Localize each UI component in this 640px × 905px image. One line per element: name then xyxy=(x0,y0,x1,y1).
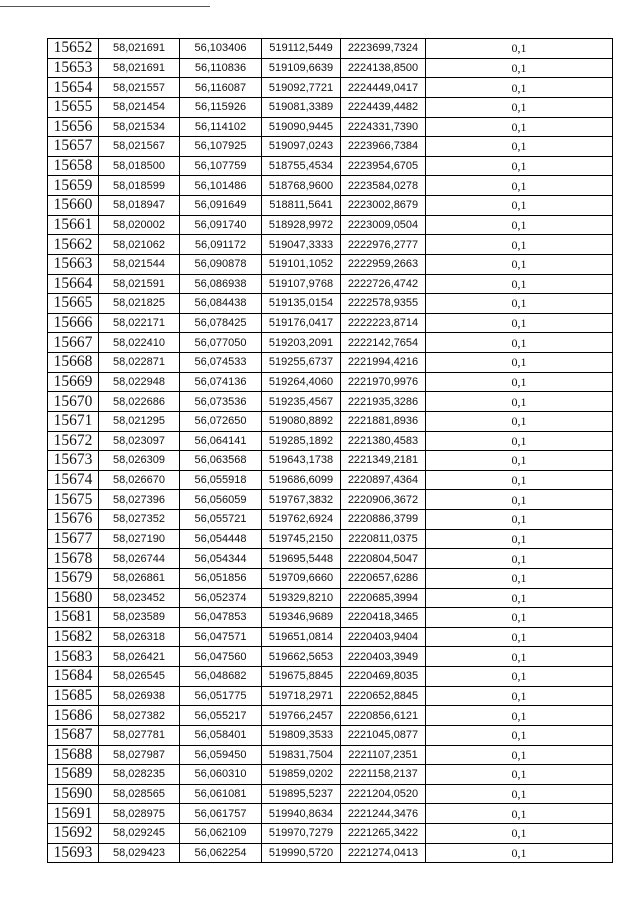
point-number-cell: 15660 xyxy=(48,196,99,216)
point-number-cell: 15680 xyxy=(48,588,99,608)
latitude-cell: 58,027987 xyxy=(99,745,180,765)
x-coordinate-cell: 519047,3333 xyxy=(262,235,341,255)
longitude-cell: 56,110836 xyxy=(180,58,262,78)
latitude-cell: 58,028975 xyxy=(99,804,180,824)
x-coordinate-cell: 519675,8845 xyxy=(262,667,341,687)
latitude-cell: 58,026309 xyxy=(99,451,180,471)
point-number-cell: 15672 xyxy=(48,431,99,451)
x-coordinate-cell: 519662,5653 xyxy=(262,647,341,667)
x-coordinate-cell: 519203,2091 xyxy=(262,333,341,353)
longitude-cell: 56,052374 xyxy=(180,588,262,608)
x-coordinate-cell: 519718,2971 xyxy=(262,686,341,706)
latitude-cell: 58,027190 xyxy=(99,529,180,549)
value-cell: 0,1 xyxy=(426,39,613,59)
table-row xyxy=(48,411,613,431)
value-cell: 0,1 xyxy=(426,254,613,274)
value-cell: 0,1 xyxy=(426,588,613,608)
y-coordinate-cell: 2221970,9976 xyxy=(341,372,426,392)
point-number-cell: 15670 xyxy=(48,392,99,412)
value-cell: 0,1 xyxy=(426,784,613,804)
y-coordinate-cell: 2223002,8679 xyxy=(341,196,426,216)
longitude-cell: 56,091649 xyxy=(180,196,262,216)
table-row xyxy=(48,843,613,863)
y-coordinate-cell: 2223966,7384 xyxy=(341,137,426,157)
table-row xyxy=(48,78,613,98)
table-row xyxy=(48,235,613,255)
longitude-cell: 56,064141 xyxy=(180,431,262,451)
x-coordinate-cell: 519329,8210 xyxy=(262,588,341,608)
longitude-cell: 56,072650 xyxy=(180,411,262,431)
table-row xyxy=(48,529,613,549)
y-coordinate-cell: 2220897,4364 xyxy=(341,470,426,490)
longitude-cell: 56,091172 xyxy=(180,235,262,255)
y-coordinate-cell: 2220403,3949 xyxy=(341,647,426,667)
point-number-cell: 15685 xyxy=(48,686,99,706)
point-number-cell: 15653 xyxy=(48,58,99,78)
longitude-cell: 56,086938 xyxy=(180,274,262,294)
longitude-cell: 56,054448 xyxy=(180,529,262,549)
x-coordinate-cell: 519264,4060 xyxy=(262,372,341,392)
value-cell: 0,1 xyxy=(426,706,613,726)
value-cell: 0,1 xyxy=(426,353,613,373)
latitude-cell: 58,026421 xyxy=(99,647,180,667)
value-cell: 0,1 xyxy=(426,568,613,588)
table-row xyxy=(48,451,613,471)
value-cell: 0,1 xyxy=(426,765,613,785)
point-number-cell: 15679 xyxy=(48,568,99,588)
value-cell: 0,1 xyxy=(426,392,613,412)
point-number-cell: 15667 xyxy=(48,333,99,353)
x-coordinate-cell: 519135,0154 xyxy=(262,294,341,314)
table-row xyxy=(48,372,613,392)
longitude-cell: 56,107925 xyxy=(180,137,262,157)
point-number-cell: 15656 xyxy=(48,117,99,137)
point-number-cell: 15657 xyxy=(48,137,99,157)
longitude-cell: 56,091740 xyxy=(180,215,262,235)
point-number-cell: 15689 xyxy=(48,765,99,785)
value-cell: 0,1 xyxy=(426,804,613,824)
latitude-cell: 58,021062 xyxy=(99,235,180,255)
x-coordinate-cell: 519235,4567 xyxy=(262,392,341,412)
point-number-cell: 15671 xyxy=(48,411,99,431)
point-number-cell: 15669 xyxy=(48,372,99,392)
x-coordinate-cell: 518755,4534 xyxy=(262,156,341,176)
x-coordinate-cell: 519767,3832 xyxy=(262,490,341,510)
value-cell: 0,1 xyxy=(426,451,613,471)
value-cell: 0,1 xyxy=(426,824,613,844)
value-cell: 0,1 xyxy=(426,313,613,333)
value-cell: 0,1 xyxy=(426,176,613,196)
point-number-cell: 15683 xyxy=(48,647,99,667)
x-coordinate-cell: 519112,5449 xyxy=(262,39,341,59)
latitude-cell: 58,018599 xyxy=(99,176,180,196)
coordinates-table-body xyxy=(48,39,613,863)
latitude-cell: 58,020002 xyxy=(99,215,180,235)
table-row xyxy=(48,549,613,569)
point-number-cell: 15681 xyxy=(48,608,99,628)
y-coordinate-cell: 2221994,4216 xyxy=(341,353,426,373)
table-row xyxy=(48,254,613,274)
longitude-cell: 56,047571 xyxy=(180,627,262,647)
y-coordinate-cell: 2221158,2137 xyxy=(341,765,426,785)
longitude-cell: 56,103406 xyxy=(180,39,262,59)
point-number-cell: 15690 xyxy=(48,784,99,804)
longitude-cell: 56,054344 xyxy=(180,549,262,569)
latitude-cell: 58,027396 xyxy=(99,490,180,510)
latitude-cell: 58,021295 xyxy=(99,411,180,431)
point-number-cell: 15673 xyxy=(48,451,99,471)
y-coordinate-cell: 2222976,2777 xyxy=(341,235,426,255)
y-coordinate-cell: 2220906,3672 xyxy=(341,490,426,510)
latitude-cell: 58,022871 xyxy=(99,353,180,373)
longitude-cell: 56,048682 xyxy=(180,667,262,687)
point-number-cell: 15686 xyxy=(48,706,99,726)
point-number-cell: 15687 xyxy=(48,725,99,745)
table-row xyxy=(48,745,613,765)
latitude-cell: 58,021544 xyxy=(99,254,180,274)
table-row xyxy=(48,274,613,294)
value-cell: 0,1 xyxy=(426,745,613,765)
latitude-cell: 58,026670 xyxy=(99,470,180,490)
longitude-cell: 56,073536 xyxy=(180,392,262,412)
x-coordinate-cell: 519107,9768 xyxy=(262,274,341,294)
longitude-cell: 56,063568 xyxy=(180,451,262,471)
point-number-cell: 15659 xyxy=(48,176,99,196)
point-number-cell: 15682 xyxy=(48,627,99,647)
value-cell: 0,1 xyxy=(426,235,613,255)
x-coordinate-cell: 519695,5448 xyxy=(262,549,341,569)
x-coordinate-cell: 519970,7279 xyxy=(262,824,341,844)
table-row xyxy=(48,784,613,804)
longitude-cell: 56,077050 xyxy=(180,333,262,353)
table-row xyxy=(48,431,613,451)
y-coordinate-cell: 2223699,7324 xyxy=(341,39,426,59)
y-coordinate-cell: 2222959,2663 xyxy=(341,254,426,274)
latitude-cell: 58,029423 xyxy=(99,843,180,863)
value-cell: 0,1 xyxy=(426,470,613,490)
value-cell: 0,1 xyxy=(426,843,613,863)
latitude-cell: 58,029245 xyxy=(99,824,180,844)
y-coordinate-cell: 2222223,8714 xyxy=(341,313,426,333)
table-row xyxy=(48,156,613,176)
y-coordinate-cell: 2220685,3994 xyxy=(341,588,426,608)
y-coordinate-cell: 2223584,0278 xyxy=(341,176,426,196)
x-coordinate-cell: 519895,5237 xyxy=(262,784,341,804)
x-coordinate-cell: 519990,5720 xyxy=(262,843,341,863)
point-number-cell: 15668 xyxy=(48,353,99,373)
value-cell: 0,1 xyxy=(426,608,613,628)
x-coordinate-cell: 519762,6924 xyxy=(262,510,341,530)
latitude-cell: 58,026938 xyxy=(99,686,180,706)
y-coordinate-cell: 2221244,3476 xyxy=(341,804,426,824)
longitude-cell: 56,115926 xyxy=(180,97,262,117)
longitude-cell: 56,062254 xyxy=(180,843,262,863)
value-cell: 0,1 xyxy=(426,156,613,176)
y-coordinate-cell: 2220403,9404 xyxy=(341,627,426,647)
table-row xyxy=(48,58,613,78)
x-coordinate-cell: 519092,7721 xyxy=(262,78,341,98)
x-coordinate-cell: 519097,0243 xyxy=(262,137,341,157)
y-coordinate-cell: 2220886,3799 xyxy=(341,510,426,530)
point-number-cell: 15674 xyxy=(48,470,99,490)
x-coordinate-cell: 519809,3533 xyxy=(262,725,341,745)
point-number-cell: 15655 xyxy=(48,97,99,117)
table-row xyxy=(48,804,613,824)
latitude-cell: 58,021691 xyxy=(99,39,180,59)
y-coordinate-cell: 2224138,8500 xyxy=(341,58,426,78)
coordinates-table xyxy=(47,38,613,863)
y-coordinate-cell: 2223954,6705 xyxy=(341,156,426,176)
point-number-cell: 15676 xyxy=(48,510,99,530)
value-cell: 0,1 xyxy=(426,372,613,392)
table-row xyxy=(48,470,613,490)
point-number-cell: 15652 xyxy=(48,39,99,59)
value-cell: 0,1 xyxy=(426,274,613,294)
x-coordinate-cell: 519255,6737 xyxy=(262,353,341,373)
point-number-cell: 15658 xyxy=(48,156,99,176)
table-row xyxy=(48,117,613,137)
longitude-cell: 56,078425 xyxy=(180,313,262,333)
latitude-cell: 58,018947 xyxy=(99,196,180,216)
point-number-cell: 15665 xyxy=(48,294,99,314)
value-cell: 0,1 xyxy=(426,78,613,98)
latitude-cell: 58,027781 xyxy=(99,725,180,745)
x-coordinate-cell: 518768,9600 xyxy=(262,176,341,196)
value-cell: 0,1 xyxy=(426,627,613,647)
x-coordinate-cell: 519643,1738 xyxy=(262,451,341,471)
point-number-cell: 15688 xyxy=(48,745,99,765)
latitude-cell: 58,021567 xyxy=(99,137,180,157)
x-coordinate-cell: 519081,3389 xyxy=(262,97,341,117)
point-number-cell: 15677 xyxy=(48,529,99,549)
y-coordinate-cell: 2222578,9355 xyxy=(341,294,426,314)
point-number-cell: 15692 xyxy=(48,824,99,844)
latitude-cell: 58,021691 xyxy=(99,58,180,78)
x-coordinate-cell: 518928,9972 xyxy=(262,215,341,235)
value-cell: 0,1 xyxy=(426,647,613,667)
x-coordinate-cell: 519709,6660 xyxy=(262,568,341,588)
y-coordinate-cell: 2224439,4482 xyxy=(341,97,426,117)
table-row xyxy=(48,196,613,216)
y-coordinate-cell: 2224449,0417 xyxy=(341,78,426,98)
table-row xyxy=(48,706,613,726)
y-coordinate-cell: 2222142,7654 xyxy=(341,333,426,353)
longitude-cell: 56,061757 xyxy=(180,804,262,824)
latitude-cell: 58,028235 xyxy=(99,765,180,785)
longitude-cell: 56,107759 xyxy=(180,156,262,176)
x-coordinate-cell: 519940,8634 xyxy=(262,804,341,824)
latitude-cell: 58,021534 xyxy=(99,117,180,137)
value-cell: 0,1 xyxy=(426,294,613,314)
x-coordinate-cell: 519109,6639 xyxy=(262,58,341,78)
y-coordinate-cell: 2224331,7390 xyxy=(341,117,426,137)
x-coordinate-cell: 518811,5641 xyxy=(262,196,341,216)
y-coordinate-cell: 2222726,4742 xyxy=(341,274,426,294)
longitude-cell: 56,055721 xyxy=(180,510,262,530)
y-coordinate-cell: 2221935,3286 xyxy=(341,392,426,412)
latitude-cell: 58,021454 xyxy=(99,97,180,117)
table-row xyxy=(48,686,613,706)
latitude-cell: 58,028565 xyxy=(99,784,180,804)
table-row xyxy=(48,333,613,353)
longitude-cell: 56,047853 xyxy=(180,608,262,628)
value-cell: 0,1 xyxy=(426,725,613,745)
y-coordinate-cell: 2220657,6286 xyxy=(341,568,426,588)
value-cell: 0,1 xyxy=(426,686,613,706)
latitude-cell: 58,026545 xyxy=(99,667,180,687)
latitude-cell: 58,026744 xyxy=(99,549,180,569)
top-rule xyxy=(0,6,210,7)
y-coordinate-cell: 2221045,0877 xyxy=(341,725,426,745)
y-coordinate-cell: 2221107,2351 xyxy=(341,745,426,765)
x-coordinate-cell: 519346,9689 xyxy=(262,608,341,628)
longitude-cell: 56,055918 xyxy=(180,470,262,490)
y-coordinate-cell: 2223009,0504 xyxy=(341,215,426,235)
longitude-cell: 56,062109 xyxy=(180,824,262,844)
latitude-cell: 58,022948 xyxy=(99,372,180,392)
point-number-cell: 15654 xyxy=(48,78,99,98)
table-row xyxy=(48,588,613,608)
value-cell: 0,1 xyxy=(426,97,613,117)
latitude-cell: 58,022686 xyxy=(99,392,180,412)
y-coordinate-cell: 2220856,6121 xyxy=(341,706,426,726)
table-row xyxy=(48,215,613,235)
x-coordinate-cell: 519831,7504 xyxy=(262,745,341,765)
y-coordinate-cell: 2220804,5047 xyxy=(341,549,426,569)
x-coordinate-cell: 519090,9445 xyxy=(262,117,341,137)
table-row xyxy=(48,627,613,647)
longitude-cell: 56,059450 xyxy=(180,745,262,765)
table-row xyxy=(48,392,613,412)
longitude-cell: 56,084438 xyxy=(180,294,262,314)
longitude-cell: 56,056059 xyxy=(180,490,262,510)
table-row xyxy=(48,176,613,196)
longitude-cell: 56,074533 xyxy=(180,353,262,373)
value-cell: 0,1 xyxy=(426,196,613,216)
longitude-cell: 56,090878 xyxy=(180,254,262,274)
y-coordinate-cell: 2220418,3465 xyxy=(341,608,426,628)
table-row xyxy=(48,490,613,510)
longitude-cell: 56,101486 xyxy=(180,176,262,196)
latitude-cell: 58,026318 xyxy=(99,627,180,647)
value-cell: 0,1 xyxy=(426,549,613,569)
point-number-cell: 15661 xyxy=(48,215,99,235)
value-cell: 0,1 xyxy=(426,117,613,137)
latitude-cell: 58,027352 xyxy=(99,510,180,530)
latitude-cell: 58,027382 xyxy=(99,706,180,726)
table-row xyxy=(48,510,613,530)
longitude-cell: 56,055217 xyxy=(180,706,262,726)
y-coordinate-cell: 2221380,4583 xyxy=(341,431,426,451)
latitude-cell: 58,018500 xyxy=(99,156,180,176)
table-row xyxy=(48,313,613,333)
x-coordinate-cell: 519686,6099 xyxy=(262,470,341,490)
value-cell: 0,1 xyxy=(426,490,613,510)
x-coordinate-cell: 519176,0417 xyxy=(262,313,341,333)
point-number-cell: 15684 xyxy=(48,667,99,687)
table-row xyxy=(48,667,613,687)
longitude-cell: 56,116087 xyxy=(180,78,262,98)
value-cell: 0,1 xyxy=(426,58,613,78)
point-number-cell: 15664 xyxy=(48,274,99,294)
y-coordinate-cell: 2221274,0413 xyxy=(341,843,426,863)
x-coordinate-cell: 519080,8892 xyxy=(262,411,341,431)
x-coordinate-cell: 519745,2150 xyxy=(262,529,341,549)
y-coordinate-cell: 2220469,8035 xyxy=(341,667,426,687)
point-number-cell: 15662 xyxy=(48,235,99,255)
value-cell: 0,1 xyxy=(426,510,613,530)
point-number-cell: 15666 xyxy=(48,313,99,333)
point-number-cell: 15675 xyxy=(48,490,99,510)
value-cell: 0,1 xyxy=(426,411,613,431)
value-cell: 0,1 xyxy=(426,137,613,157)
value-cell: 0,1 xyxy=(426,215,613,235)
latitude-cell: 58,026861 xyxy=(99,568,180,588)
latitude-cell: 58,023097 xyxy=(99,431,180,451)
value-cell: 0,1 xyxy=(426,529,613,549)
y-coordinate-cell: 2221265,3422 xyxy=(341,824,426,844)
longitude-cell: 56,051856 xyxy=(180,568,262,588)
x-coordinate-cell: 519285,1892 xyxy=(262,431,341,451)
y-coordinate-cell: 2221881,8936 xyxy=(341,411,426,431)
value-cell: 0,1 xyxy=(426,431,613,451)
table-row xyxy=(48,137,613,157)
x-coordinate-cell: 519651,0814 xyxy=(262,627,341,647)
longitude-cell: 56,074136 xyxy=(180,372,262,392)
longitude-cell: 56,051775 xyxy=(180,686,262,706)
latitude-cell: 58,023452 xyxy=(99,588,180,608)
x-coordinate-cell: 519101,1052 xyxy=(262,254,341,274)
longitude-cell: 56,047560 xyxy=(180,647,262,667)
latitude-cell: 58,021825 xyxy=(99,294,180,314)
table-row xyxy=(48,568,613,588)
y-coordinate-cell: 2220811,0375 xyxy=(341,529,426,549)
latitude-cell: 58,021557 xyxy=(99,78,180,98)
latitude-cell: 58,023589 xyxy=(99,608,180,628)
point-number-cell: 15693 xyxy=(48,843,99,863)
table-row xyxy=(48,647,613,667)
table-row xyxy=(48,765,613,785)
table-row xyxy=(48,608,613,628)
table-row xyxy=(48,97,613,117)
point-number-cell: 15691 xyxy=(48,804,99,824)
value-cell: 0,1 xyxy=(426,333,613,353)
latitude-cell: 58,021591 xyxy=(99,274,180,294)
table-row xyxy=(48,353,613,373)
longitude-cell: 56,060310 xyxy=(180,765,262,785)
longitude-cell: 56,114102 xyxy=(180,117,262,137)
y-coordinate-cell: 2221349,2181 xyxy=(341,451,426,471)
x-coordinate-cell: 519859,0202 xyxy=(262,765,341,785)
latitude-cell: 58,022171 xyxy=(99,313,180,333)
point-number-cell: 15663 xyxy=(48,254,99,274)
point-number-cell: 15678 xyxy=(48,549,99,569)
value-cell: 0,1 xyxy=(426,667,613,687)
latitude-cell: 58,022410 xyxy=(99,333,180,353)
table-row xyxy=(48,824,613,844)
y-coordinate-cell: 2220652,8845 xyxy=(341,686,426,706)
longitude-cell: 56,061081 xyxy=(180,784,262,804)
x-coordinate-cell: 519766,2457 xyxy=(262,706,341,726)
longitude-cell: 56,058401 xyxy=(180,725,262,745)
table-row xyxy=(48,294,613,314)
y-coordinate-cell: 2221204,0520 xyxy=(341,784,426,804)
table-row xyxy=(48,39,613,59)
table-row xyxy=(48,725,613,745)
